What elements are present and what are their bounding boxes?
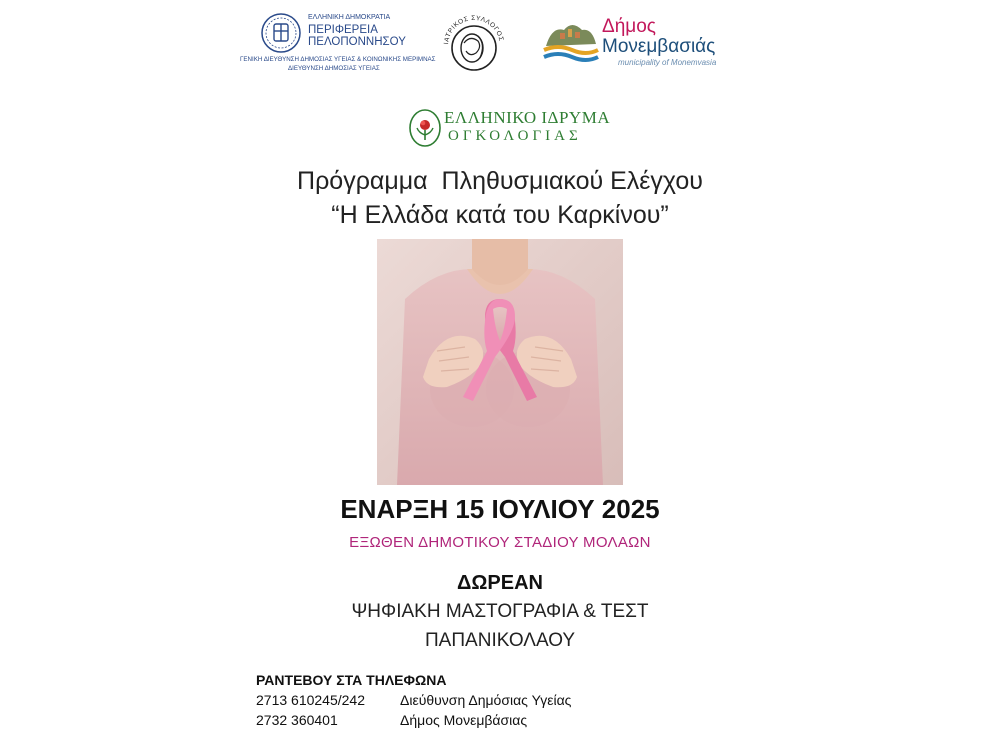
medical-seal-icon: [438, 10, 510, 82]
program-slogan: “Η Ελλάδα κατά του Καρκίνου”: [331, 201, 669, 229]
rose-emblem-icon: [408, 108, 442, 148]
contact-row: [256, 712, 527, 728]
program-title: Πρόγραμμα Πληθυσμιακού Ελέγχου: [297, 167, 703, 195]
contact-row: [256, 692, 571, 708]
foundation-name-line2: ΟΓΚΟΛΟΓΙΑΣ: [448, 128, 582, 144]
services-line1: ΨΗΦΙΑΚΗ ΜΑΣΤΟΓΡΑΦΙΑ & ΤΕΣΤ: [351, 601, 649, 622]
region-logo-line3: ΠΕΛΟΠΟΝΝΗΣΟΥ: [308, 36, 406, 48]
municipality-subtitle: municipality of Monemvasia: [618, 58, 717, 67]
contact-phone[interactable]: 2713 610245/242: [256, 692, 365, 708]
services-line2: ΠΑΠΑΝΙΚΟΛΑΟΥ: [424, 630, 576, 651]
region-logo-line4: ΓΕΝΙΚΗ ΔΙΕΥΘΥΝΣΗ ΔΗΜΟΣΙΑΣ ΥΓΕΙΑΣ & ΚΟΙΝΩΝΙΚΗΣ ΜΕΡΙΜΝΑΣ: [240, 56, 436, 63]
contact-name: Δήμος Μονεμβάσιας: [400, 712, 528, 728]
municipality-name-line2: Μονεμβασιάς: [602, 36, 716, 57]
monemvasia-rock-icon: [542, 16, 600, 68]
contacts-heading: ΡΑΝΤΕΒΟΥ ΣΤΑ ΤΗΛΕΦΩΝΑ: [256, 672, 447, 688]
municipality-logo: [540, 14, 750, 74]
medical-association-seal: [438, 10, 510, 82]
region-logo-line5: ΔΙΕΥΘΥΝΣΗ ΔΗΜΟΣΙΑΣ ΥΓΕΙΑΣ: [288, 65, 380, 72]
event-location: ΕΞΩΘΕΝ ΔΗΜΟΤΙΚΟΥ ΣΤΑΔΙΟΥ ΜΟΛΑΩΝ: [349, 534, 651, 551]
pink-ribbon-icon: [377, 239, 623, 485]
region-logo-line2: ΠΕΡΙΦΕΡΕΙΑ: [308, 24, 378, 36]
free-label: ΔΩΡΕΑΝ: [457, 572, 543, 594]
foundation-name-line1: ΕΛΛΗΝΙΚΟ ΙΔΡΥΜΑ: [444, 108, 611, 127]
region-peloponnese-logo: [238, 12, 436, 78]
oncology-foundation-logo: [408, 106, 611, 152]
start-date: ΕΝΑΡΞΗ 15 ΙΟΥΛΙΟΥ 2025: [340, 494, 660, 524]
contact-name: Διεύθυνση Δημόσιας Υγείας: [400, 692, 572, 708]
municipality-name-line1: Δήμος: [602, 16, 656, 37]
region-logo-line1: ΕΛΛΗΝΙΚΗ ΔΗΜΟΚΡΑΤΙΑ: [308, 14, 391, 21]
seal-text: ΙΑΤΡΙΚΟΣ ΣΥΛΛΟΓΟΣ: [443, 14, 505, 45]
greek-emblem-icon: [260, 12, 302, 54]
contact-phone[interactable]: 2732 360401: [256, 712, 338, 728]
pink-ribbon-photo: [377, 239, 623, 485]
